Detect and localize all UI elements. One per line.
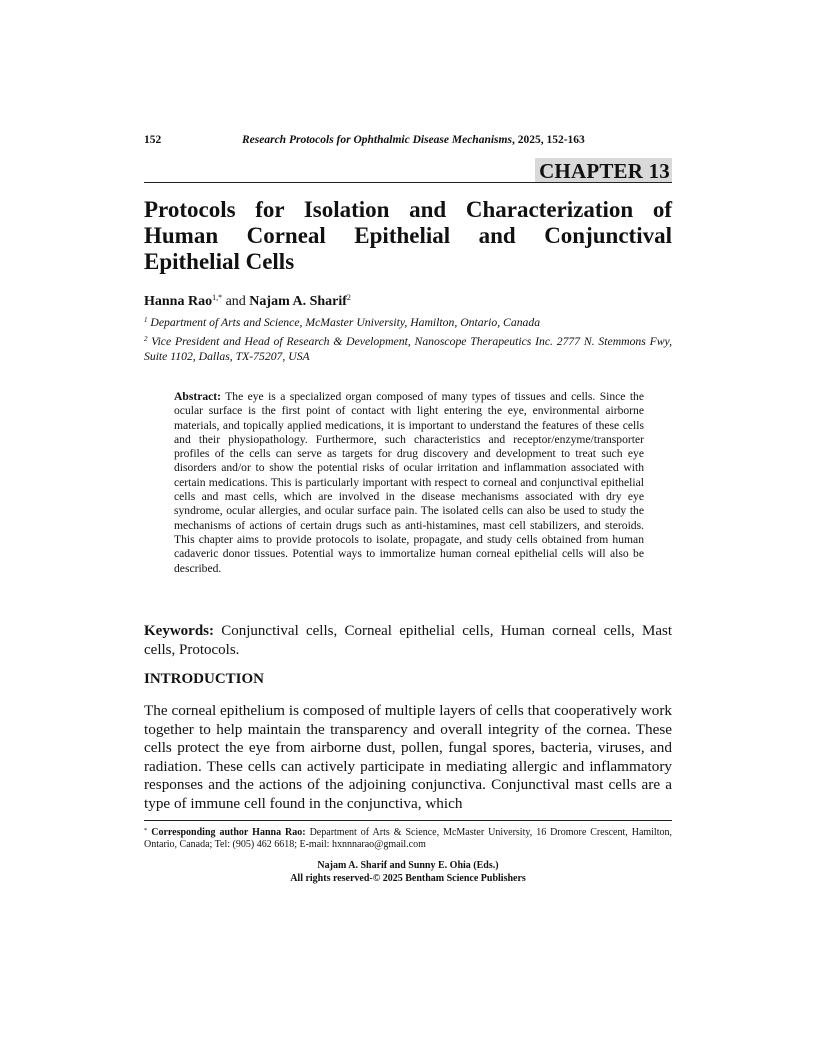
header-rule — [144, 182, 672, 183]
keywords — [144, 622, 672, 660]
affiliation-2-text: Vice President and Head of Research & Development, Nanoscope Therapeutics Inc. 2777 N. Stemmons Fwy, Suite 1102, Dallas, TX-75207, USA — [144, 335, 672, 363]
introduction-paragraph: The corneal epithelium is composed of multiple layers of cells that cooperatively work together to help maintain the transparency and overall integrity of the cornea. These cells protect the eye from airborne dust, pollen, fungal spores, bacteria, viruses, and radiation. These cells can actively participate in mediating allergic and inflammatory responses and the actions of the adjoining conjunctiva. Conjunctival mast cells are a type of immune cell found in the conjunctiva, which — [144, 702, 672, 812]
keywords-text: Conjunctival cells, Corneal epithelial cells, Human corneal cells, Mast cells, Protocols. — [144, 623, 672, 658]
author-2-affiliation-marker: 2 — [346, 293, 351, 302]
author-2-name: Najam A. Sharif — [249, 294, 347, 309]
introduction-heading: INTRODUCTION — [144, 671, 265, 687]
footnote-rule — [144, 820, 672, 821]
publisher-credits — [144, 860, 672, 885]
citation-details: , 2025, 152-163 — [511, 134, 585, 146]
rights-line: All rights reserved-© 2025 Bentham Science Publishers — [290, 872, 526, 884]
footnote-marker: * — [144, 827, 148, 834]
editors-line: Najam A. Sharif and Sunny E. Ohia (Eds.) — [317, 860, 499, 871]
keywords-label: Keywords: — [144, 623, 214, 639]
affiliation-2-number: 2 — [144, 335, 148, 343]
chapter-title: Protocols for Isolation and Characterization of Human Corneal Epithelial and Conjunctival Epithelial Cells — [144, 197, 672, 274]
abstract — [174, 390, 644, 576]
affiliation-1-number: 1 — [144, 316, 148, 324]
footnote-text: Department of Arts & Science, McMaster University, 16 Dromore Crescent, Hamilton, Ontario, Canada; Tel: (905) 462 6618; E-mail: hxnnnarao@gmail.com — [144, 827, 672, 851]
affiliation-2 — [144, 332, 672, 364]
footnote-label: Corresponding author Hanna Rao: — [147, 827, 306, 838]
journal-title: Research Protocols for Ophthalmic Disease Mechanisms — [242, 134, 512, 146]
author-line — [144, 289, 672, 311]
author-1-affiliation-marker: 1,* — [212, 293, 223, 302]
abstract-label: Abstract: — [174, 390, 222, 403]
author-conjunction: and — [222, 294, 250, 309]
affiliation-1-text: Department of Arts and Science, McMaster University, Hamilton, Ontario, Canada — [147, 316, 541, 329]
corresponding-author-footnote — [144, 825, 672, 852]
journal-citation — [242, 134, 585, 146]
page-number: 152 — [144, 134, 162, 146]
abstract-text: The eye is a specialized organ composed of many types of tissues and cells. Since the ocular surface is the first point of contact with light entering the eye, environmental airborne materials, and topically applied medications, it is important to understand the features of these cells and their physiopathology. Furthermore, such characteristics and receptor/enzyme/transporter profiles of the cells can serve as targets for drug discovery and development to treat such eye disorders and/or to show the potential risks of ocular irritation and inflammation associated with certain medications. This is particularly important with respect to corneal and conjunctival epithelial cells and mast cells, which are involved in the disease mechanisms associated with dry eye syndrome, ocular allergies, and ocular surface pain. The isolated cells can also be used to study the mechanisms of actions of certain drugs such as anti-histamines, mast cell stabilizers, and steroids. This chapter aims to provide protocols to isolate, propagate, and study cells obtained from human cadaveric donor tissues. Potential ways to immortalize human corneal epithelial cells will also be described. — [174, 390, 644, 575]
chapter-label: CHAPTER 13 — [535, 158, 672, 183]
author-1-name: Hanna Rao — [144, 294, 213, 309]
affiliation-1 — [144, 313, 672, 330]
